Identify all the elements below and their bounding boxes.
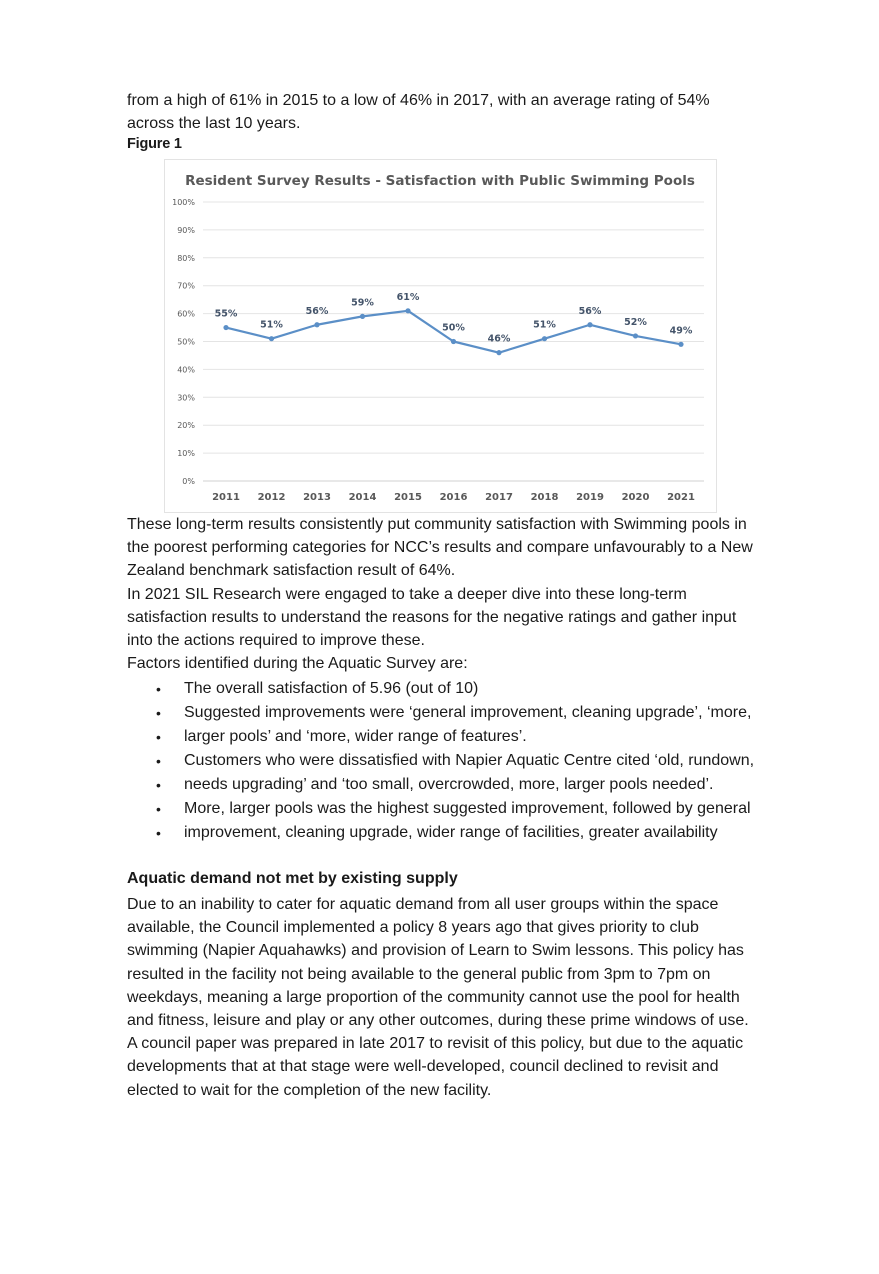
x-tick-label: 2020 [621,492,650,503]
list-item-text: larger pools’ and ‘more, wider range of features’. [184,728,527,745]
list-item-text: More, larger pools was the highest suggested improvement, followed by general [184,800,751,817]
y-tick-label: 50% [177,337,195,347]
list-item-text: Customers who were dissatisfied with Napier Aquatic Centre cited ‘old, rundown, [184,752,755,769]
data-label: 56% [305,305,329,317]
y-tick-label: 30% [177,393,195,403]
y-tick-label: 10% [177,449,195,459]
paragraph-line: elected to wait for the completion of the new facility. [127,1081,492,1099]
list-item-text: Suggested improvements were ‘general improvement, cleaning upgrade’, ‘more, [184,704,752,721]
x-tick-label: 2017 [485,492,513,503]
x-tick-label: 2011 [212,492,240,503]
data-label: 59% [351,297,374,309]
paragraph-line: Zealand benchmark satisfaction result of 64%. [127,562,456,580]
data-label: 56% [578,305,602,317]
x-tick-label: 2018 [530,492,559,503]
list-item [127,797,817,821]
data-point [678,342,683,347]
y-tick-label: 80% [177,253,195,263]
bullet-icon: • [156,753,161,769]
list-item [127,821,817,845]
section-heading: Aquatic demand not met by existing supply [127,870,458,887]
paragraph-line: the poorest performing categories for NCC’s results and compare unfavourably to a New [127,539,753,557]
data-point [360,314,365,319]
paragraph-line: A council paper was prepared in late 2017 to revisit of this policy, but due to the aquatic [127,1035,744,1053]
paragraph-line: satisfaction results to understand the reasons for the negative ratings and gather input [127,609,737,627]
paragraph-line: developments that at that stage were well-developed, council declined to revisit and [127,1058,719,1076]
y-tick-label: 90% [177,225,195,235]
y-tick-label: 40% [177,365,195,375]
x-axis-ticks [212,492,695,503]
data-point [496,350,501,355]
list-item [127,773,817,797]
data-point [223,325,228,330]
bullet-icon: • [156,825,161,841]
data-point [269,336,274,341]
data-label: 50% [442,322,465,334]
chart-canvas [165,160,716,512]
bullet-icon: • [156,729,161,745]
data-point [633,333,638,338]
y-tick-label: 20% [177,421,195,431]
data-label: 61% [396,291,420,303]
list-item [127,677,817,701]
data-label: 51% [533,319,556,331]
paragraph-line: available, the Council implemented a policy 8 years ago that gives priority to club [127,919,699,937]
list-item-text: improvement, cleaning upgrade, wider range of facilities, greater availability [184,824,718,841]
paragraph-line: swimming (Napier Aquahawks) and provision of Learn to Swim lessons. This policy has [127,942,744,960]
y-tick-label: 100% [172,198,195,207]
list-item-text: The overall satisfaction of 5.96 (out of 10) [184,680,479,697]
paragraph-line: In 2021 SIL Research were engaged to take a deeper dive into these long-term [127,586,687,603]
results-paragraph [127,513,807,583]
list-item [127,725,817,749]
research-paragraph [127,583,807,653]
factors-intro: Factors identified during the Aquatic Survey are: [127,655,468,672]
x-tick-label: 2012 [257,492,286,503]
figure-label: Figure 1 [127,136,182,152]
list-item [127,749,817,773]
bullet-icon: • [156,681,161,697]
data-label: 55% [214,308,238,320]
paragraph-line: Due to an inability to cater for aquatic demand from all user groups within the space [127,896,719,913]
x-tick-label: 2015 [394,492,422,503]
data-point [542,336,547,341]
y-tick-label: 60% [177,309,195,319]
y-tick-label: 0% [182,477,195,486]
data-label: 46% [487,333,511,345]
list-item-text: needs upgrading’ and ‘too small, overcrowded, more, larger pools needed’. [184,776,714,793]
factors-list [127,677,817,845]
paragraph-line: and fitness, leisure and play or any other outcomes, during these prime windows of use. [127,1012,749,1030]
paragraph-line: weekdays, meaning a large proportion of the community cannot use the pool for health [127,988,740,1006]
x-tick-label: 2019 [576,492,604,503]
bullet-icon: • [156,801,161,817]
x-tick-label: 2013 [303,492,331,503]
data-label: 49% [669,325,693,337]
paragraph-line: resulted in the facility not being available to the general public from 3pm to 7pm on [127,965,711,983]
intro-line: across the last 10 years. [127,115,301,133]
paragraph-line: These long-term results consistently put community satisfaction with Swimming pools in [127,516,747,533]
bullet-icon: • [156,777,161,793]
paragraph-line: into the actions required to improve these. [127,632,425,650]
list-item [127,701,817,725]
data-point [451,339,456,344]
satisfaction-chart [164,159,717,513]
data-label: 52% [624,316,647,328]
data-point [405,308,410,313]
y-tick-label: 70% [177,281,195,291]
x-tick-label: 2016 [439,492,468,503]
demand-paragraph [127,893,807,1102]
bullet-icon: • [156,705,161,721]
intro-line: from a high of 61% in 2015 to a low of 46% in 2017, with an average rating of 54% [127,92,710,109]
data-label: 51% [260,319,283,331]
chart-title: Resident Survey Results - Satisfaction with Public Swimming Pools [185,173,695,189]
y-axis-ticks [172,198,195,486]
data-labels [215,292,693,345]
x-tick-label: 2014 [348,492,377,503]
x-tick-label: 2021 [667,492,695,503]
data-point [587,322,592,327]
intro-paragraph [127,89,807,135]
data-point [314,322,319,327]
